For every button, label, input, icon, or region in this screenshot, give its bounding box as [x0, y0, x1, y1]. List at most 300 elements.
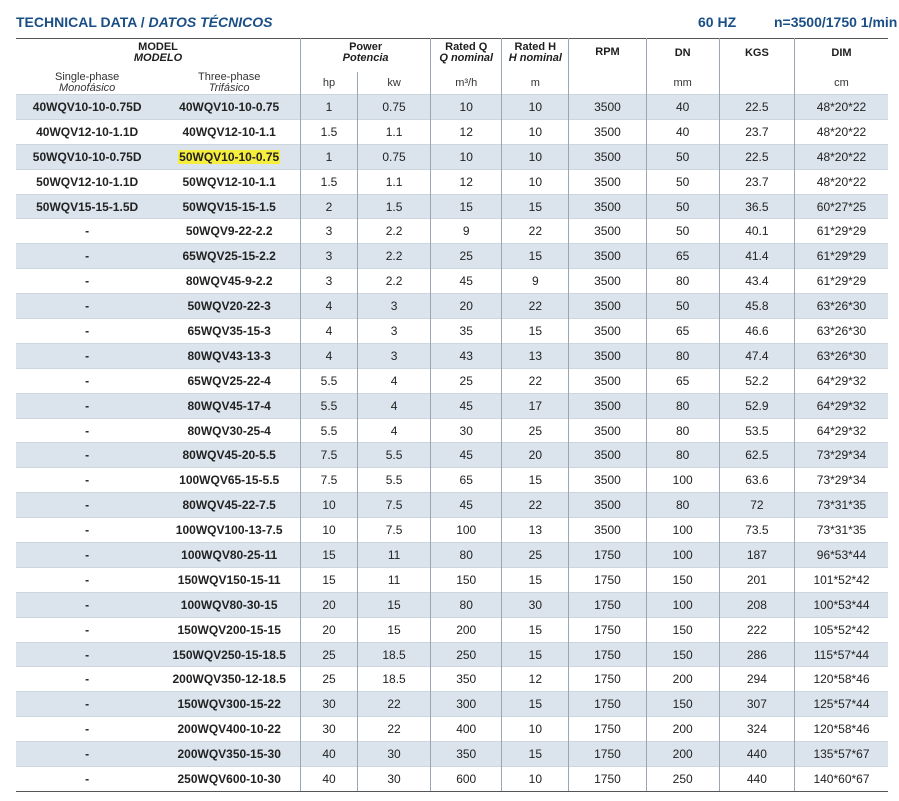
rated-q: 43	[459, 348, 473, 363]
power-kw: 15	[387, 622, 401, 637]
three-phase-model-cell	[158, 443, 300, 468]
single-phase-model: -	[85, 348, 90, 363]
dim: 100*53*44	[813, 597, 870, 612]
single-phase-model: 50WQV10-10-0.75D	[32, 149, 142, 164]
dn: 50	[676, 149, 690, 164]
rated-q-cell	[431, 443, 502, 468]
table-row	[16, 269, 888, 294]
rpm-cell	[569, 219, 646, 244]
dim: 64*29*32	[816, 373, 867, 388]
rated-h-header	[502, 39, 569, 73]
power-hp: 25	[322, 647, 336, 662]
power-hp-cell	[301, 468, 358, 493]
power-kw-cell	[357, 767, 430, 792]
dn-cell	[646, 518, 719, 543]
dn: 200	[672, 722, 693, 737]
single-phase-model-cell	[16, 717, 158, 742]
rated-h-es: H nominal	[508, 52, 562, 64]
single-phase-model-cell	[16, 144, 158, 169]
single-phase-model: 40WQV10-10-0.75D	[32, 99, 142, 114]
rated-q-cell	[431, 717, 502, 742]
three-phase-model-cell	[158, 343, 300, 368]
single-phase-model-cell	[16, 368, 158, 393]
kgs: 72	[750, 498, 764, 513]
rpm-cell	[569, 368, 646, 393]
dim-header	[794, 39, 888, 73]
dn: 80	[676, 448, 690, 463]
rated-q: 80	[459, 547, 473, 562]
power-hp: 25	[322, 672, 336, 687]
rated-q-cell	[431, 319, 502, 344]
table-row	[16, 343, 888, 368]
dn: 100	[672, 523, 693, 538]
rated-h: 15	[528, 249, 542, 264]
kgs: 222	[746, 622, 767, 637]
rpm-cell	[569, 144, 646, 169]
power-kw-cell	[357, 543, 430, 568]
single-phase-model: -	[85, 249, 90, 264]
rpm: 1750	[594, 747, 621, 762]
dn: 150	[672, 647, 693, 662]
rated-h-cell	[502, 518, 569, 543]
dn-cell	[646, 742, 719, 767]
dim: 73*31*35	[816, 498, 867, 513]
dn: 50	[676, 224, 690, 239]
table-row	[16, 219, 888, 244]
single-phase-model-cell	[16, 169, 158, 194]
single-phase-model: -	[85, 323, 90, 338]
rated-h: 20	[528, 448, 542, 463]
three-phase-model: 40WQV12-10-1.1	[182, 124, 276, 139]
rated-h: 10	[528, 174, 542, 189]
single-phase-model: -	[85, 697, 90, 712]
dim-cell	[794, 368, 888, 393]
kgs-cell	[719, 393, 794, 418]
kgs-cell	[719, 418, 794, 443]
table-row	[16, 443, 888, 468]
dim: 120*58*46	[813, 672, 870, 687]
table-row	[16, 95, 888, 120]
dim: 125*57*44	[813, 697, 870, 712]
three-phase-model: 80WQV45-9-2.2	[185, 274, 273, 289]
single-phase-model-cell	[16, 294, 158, 319]
table-row	[16, 617, 888, 642]
rated-q: 45	[459, 498, 473, 513]
rated-q-cell	[431, 543, 502, 568]
rpm-header: RPM	[569, 39, 646, 95]
rpm-cell	[569, 518, 646, 543]
dim-cell	[794, 717, 888, 742]
dn: 80	[676, 398, 690, 413]
power-hp-cell	[301, 692, 358, 717]
kgs-cell	[719, 767, 794, 792]
rpm-cell	[569, 343, 646, 368]
power-hp: 4	[325, 299, 333, 314]
single-phase-model: -	[85, 747, 90, 762]
dim-cell	[794, 194, 888, 219]
power-kw-cell	[357, 95, 430, 120]
rated-h-cell	[502, 119, 569, 144]
power-hp-cell	[301, 294, 358, 319]
single-phase-model: -	[85, 547, 90, 562]
table-row	[16, 717, 888, 742]
rated-h: 17	[528, 398, 542, 413]
dim: 48*20*22	[816, 149, 867, 164]
three-phase-model-cell	[158, 642, 300, 667]
three-phase-model: 65WQV25-15-2.2	[182, 249, 276, 264]
dn: 65	[676, 323, 690, 338]
three-phase-model: 65WQV35-15-3	[187, 323, 271, 338]
rated-q-cell	[431, 418, 502, 443]
rpm: 1750	[594, 722, 621, 737]
rpm-cell	[569, 767, 646, 792]
kgs-cell	[719, 343, 794, 368]
single-phase-model-cell	[16, 767, 158, 792]
kgs: 187	[746, 547, 767, 562]
kgs: 307	[746, 697, 767, 712]
rated-q-cell	[431, 343, 502, 368]
title-english: TECHNICAL DATA /	[16, 14, 145, 30]
three-phase-model-cell	[158, 144, 300, 169]
rated-h: 10	[528, 124, 542, 139]
rpm: 3500	[594, 448, 621, 463]
rated-q-cell	[431, 194, 502, 219]
power-hp: 15	[322, 572, 336, 587]
dn-cell	[646, 717, 719, 742]
rated-h: 15	[528, 572, 542, 587]
dn-cell	[646, 393, 719, 418]
rated-q-en: Rated Q	[445, 41, 488, 53]
rated-q: 12	[459, 124, 473, 139]
rated-h: 10	[528, 149, 542, 164]
kgs-cell	[719, 169, 794, 194]
power-kw: 3	[390, 323, 398, 338]
rpm-cell	[569, 493, 646, 518]
rated-h-cell	[502, 468, 569, 493]
three-phase-model: 200WQV350-12-18.5	[172, 672, 286, 687]
rpm: 1750	[594, 771, 621, 786]
power-kw-cell	[357, 269, 430, 294]
power-hp: 3	[325, 274, 333, 289]
power-hp-cell	[301, 393, 358, 418]
kgs: 43.4	[745, 274, 769, 289]
single-phase-header	[16, 72, 158, 95]
kgs-cell	[719, 319, 794, 344]
three-phase-model: 100WQV100-13-7.5	[175, 523, 283, 538]
dn-cell	[646, 443, 719, 468]
rpm-cell	[569, 717, 646, 742]
power-hp: 20	[322, 622, 336, 637]
rated-q-cell	[431, 294, 502, 319]
rated-h-cell	[502, 543, 569, 568]
rpm-cell	[569, 294, 646, 319]
power-kw-cell	[357, 219, 430, 244]
single-phase-model: -	[85, 473, 90, 488]
rpm: 1750	[594, 547, 621, 562]
rated-h: 15	[528, 697, 542, 712]
power-kw-cell	[357, 468, 430, 493]
rpm: 3500	[594, 348, 621, 363]
table-row	[16, 493, 888, 518]
dn-cell	[646, 567, 719, 592]
table-row	[16, 742, 888, 767]
single-phase-model: -	[85, 299, 90, 314]
three-phase-model: 80WQV45-20-5.5	[182, 448, 276, 463]
power-header	[301, 39, 431, 73]
power-hp-cell	[301, 418, 358, 443]
three-phase-model-cell	[158, 518, 300, 543]
three-phase-model-cell	[158, 219, 300, 244]
single-phase-model: -	[85, 597, 90, 612]
single-phase-model: -	[85, 373, 90, 388]
power-hp-cell	[301, 443, 358, 468]
rated-q: 25	[459, 249, 473, 264]
table-row	[16, 667, 888, 692]
dim-cell	[794, 468, 888, 493]
rpm: 3500	[594, 498, 621, 513]
dn: 100	[672, 597, 693, 612]
kgs-cell	[719, 144, 794, 169]
three-phase-model: 200WQV400-10-22	[177, 722, 281, 737]
rated-h: 22	[528, 373, 542, 388]
power-kw-cell	[357, 144, 430, 169]
rpm-cell	[569, 95, 646, 120]
power-hp: 15	[322, 547, 336, 562]
kgs-cell	[719, 592, 794, 617]
kgs: 53.5	[745, 423, 769, 438]
power-hp-cell	[301, 269, 358, 294]
single-phase-model: 50WQV12-10-1.1D	[36, 174, 139, 189]
rated-h-cell	[502, 767, 569, 792]
dim: 48*20*22	[816, 124, 867, 139]
rpm: 1750	[594, 647, 621, 662]
rated-q-cell	[431, 592, 502, 617]
power-hp-cell	[301, 169, 358, 194]
dn: 200	[672, 672, 693, 687]
dn-cell	[646, 543, 719, 568]
dim-cell	[794, 642, 888, 667]
rated-h-cell	[502, 169, 569, 194]
dn: 50	[676, 174, 690, 189]
power-kw: 18.5	[382, 672, 406, 687]
rated-q: 200	[456, 622, 477, 637]
dn: 150	[672, 572, 693, 587]
rpm: 3500	[594, 99, 621, 114]
power-hp-cell	[301, 667, 358, 692]
rated-h: 10	[528, 99, 542, 114]
power-hp-cell	[301, 144, 358, 169]
power-kw-cell	[357, 194, 430, 219]
rated-h-cell	[502, 443, 569, 468]
dim-cell	[794, 767, 888, 792]
dn-cell	[646, 642, 719, 667]
rated-h: 13	[528, 348, 542, 363]
power-kw-cell	[357, 169, 430, 194]
rated-q: 350	[456, 672, 477, 687]
single-phase-model-cell	[16, 493, 158, 518]
three-phase-model-cell	[158, 543, 300, 568]
dn: 65	[676, 249, 690, 264]
power-kw: 0.75	[382, 149, 406, 164]
kgs-cell	[719, 692, 794, 717]
dn-cell	[646, 468, 719, 493]
power-kw: 22	[387, 697, 401, 712]
dn-cell	[646, 418, 719, 443]
power-kw: 4	[390, 373, 398, 388]
power-kw: 2.2	[385, 224, 403, 239]
dim-cell	[794, 742, 888, 767]
kgs-cell	[719, 742, 794, 767]
dn-cell	[646, 294, 719, 319]
dim-cell	[794, 244, 888, 269]
dim-cell	[794, 144, 888, 169]
three-phase-model: 40WQV10-10-0.75	[179, 99, 280, 114]
rpm: 1750	[594, 697, 621, 712]
three-phase-model-cell	[158, 95, 300, 120]
kgs: 36.5	[745, 199, 769, 214]
dn: 80	[676, 423, 690, 438]
three-phase-model: 50WQV9-22-2.2	[185, 224, 273, 239]
power-kw: 4	[390, 398, 398, 413]
power-hp-cell	[301, 717, 358, 742]
power-kw-cell	[357, 717, 430, 742]
power-kw: 3	[390, 348, 398, 363]
kgs-cell	[719, 518, 794, 543]
rpm: 3500	[594, 523, 621, 538]
dim-cell	[794, 567, 888, 592]
single-phase-model: -	[85, 622, 90, 637]
power-header-es: Potencia	[342, 52, 389, 64]
kgs-cell	[719, 219, 794, 244]
kgs: 52.9	[745, 398, 769, 413]
rated-h: 22	[528, 498, 542, 513]
single-phase-model: -	[85, 771, 90, 786]
dim: 64*29*32	[816, 398, 867, 413]
single-phase-model-cell	[16, 343, 158, 368]
page-title	[16, 14, 272, 30]
table-row	[16, 144, 888, 169]
three-phase-model-cell	[158, 319, 300, 344]
rpm-cell	[569, 169, 646, 194]
three-phase-model: 100WQV80-25-11	[181, 547, 278, 562]
dim-cell	[794, 319, 888, 344]
rated-q-cell	[431, 119, 502, 144]
power-hp: 2	[325, 199, 333, 214]
three-phase-model: 150WQV150-15-11	[177, 572, 281, 587]
rated-q: 30	[459, 423, 473, 438]
three-phase-model-cell	[158, 617, 300, 642]
dn: 40	[676, 99, 690, 114]
kgs-cell	[719, 269, 794, 294]
rated-q: 45	[459, 274, 473, 289]
power-kw-cell	[357, 418, 430, 443]
rpm: 3500	[594, 124, 621, 139]
dn: 150	[672, 622, 693, 637]
power-kw: 7.5	[385, 498, 403, 513]
rated-h-cell	[502, 319, 569, 344]
power-kw: 4	[390, 423, 398, 438]
rated-h: 15	[528, 647, 542, 662]
kgs: 47.4	[745, 348, 769, 363]
rated-h-cell	[502, 717, 569, 742]
rated-q-cell	[431, 368, 502, 393]
dim: 120*58*46	[813, 722, 870, 737]
dim-cell	[794, 119, 888, 144]
single-phase-model-cell	[16, 692, 158, 717]
single-phase-model-cell	[16, 219, 158, 244]
three-phase-model-cell	[158, 717, 300, 742]
rpm-cell	[569, 567, 646, 592]
power-hp: 40	[322, 747, 336, 762]
three-phase-model-cell	[158, 294, 300, 319]
power-kw: 2.2	[385, 249, 403, 264]
power-hp: 30	[322, 697, 336, 712]
single-phase-model-cell	[16, 567, 158, 592]
single-phase-model: 50WQV15-15-1.5D	[36, 199, 139, 214]
rated-q: 100	[456, 523, 477, 538]
kgs: 62.5	[745, 448, 769, 463]
rated-q-cell	[431, 642, 502, 667]
kgs: 23.7	[745, 174, 769, 189]
rated-h-cell	[502, 393, 569, 418]
rated-q-es: Q nominal	[439, 52, 494, 64]
rated-q-cell	[431, 518, 502, 543]
three-phase-model-cell	[158, 194, 300, 219]
single-phase-model-cell	[16, 642, 158, 667]
dim: 48*20*22	[816, 174, 867, 189]
rpm-cell	[569, 194, 646, 219]
power-kw-cell	[357, 443, 430, 468]
single-phase-model-cell	[16, 543, 158, 568]
three-phase-model-cell	[158, 493, 300, 518]
dim: 115*57*44	[813, 647, 870, 662]
dn: 80	[676, 274, 690, 289]
dim: 73*29*34	[816, 473, 867, 488]
power-kw-cell	[357, 617, 430, 642]
dim-cell	[794, 493, 888, 518]
title-bar	[16, 14, 898, 36]
table-row	[16, 393, 888, 418]
table-row	[16, 567, 888, 592]
kgs-cell	[719, 717, 794, 742]
q-unit: m³/h	[431, 72, 502, 95]
power-hp-cell	[301, 543, 358, 568]
power-hp-cell	[301, 194, 358, 219]
rpm-cell	[569, 418, 646, 443]
dim-cell	[794, 443, 888, 468]
single-phase-model-cell	[16, 592, 158, 617]
rated-h: 15	[528, 323, 542, 338]
dim: 64*29*32	[816, 423, 867, 438]
three-phase-model-cell	[158, 567, 300, 592]
dn-cell	[646, 194, 719, 219]
rated-q-cell	[431, 742, 502, 767]
three-phase-model-cell	[158, 667, 300, 692]
three-phase-en: Three-phase	[197, 71, 261, 83]
single-phase-model-cell	[16, 244, 158, 269]
rated-q: 300	[456, 697, 477, 712]
rpm-cell	[569, 319, 646, 344]
single-phase-model-cell	[16, 95, 158, 120]
three-phase-model-cell	[158, 169, 300, 194]
power-kw: 11	[387, 547, 401, 562]
table-row	[16, 169, 888, 194]
kgs-cell	[719, 543, 794, 568]
single-phase-model: -	[85, 274, 90, 289]
dn: 80	[676, 348, 690, 363]
power-hp-cell	[301, 219, 358, 244]
rpm-cell	[569, 617, 646, 642]
